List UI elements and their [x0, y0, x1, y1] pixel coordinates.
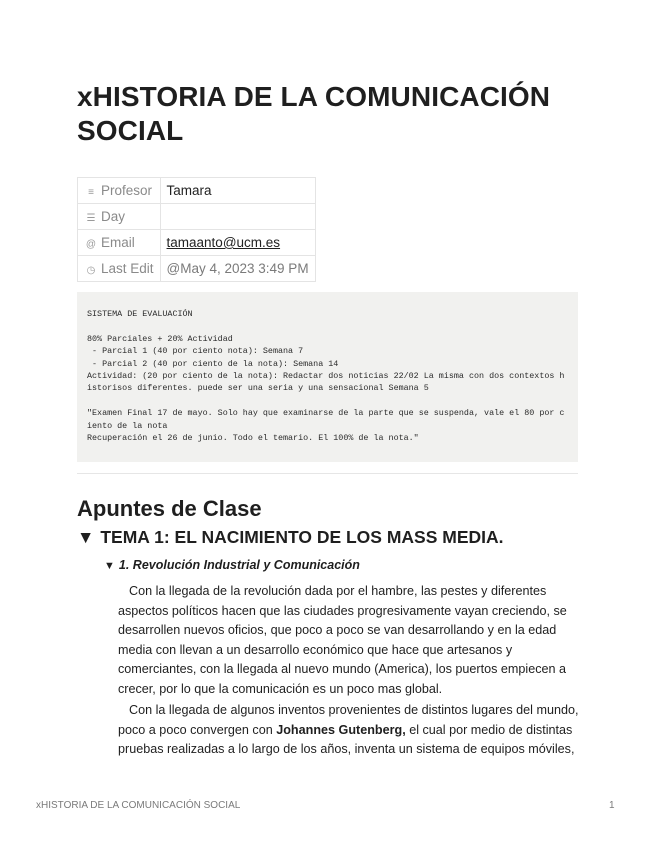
property-key: Day	[101, 209, 126, 224]
email-link[interactable]: tamaanto@ucm.es	[166, 235, 281, 250]
property-value[interactable]	[160, 204, 315, 230]
page-number: 1	[609, 800, 615, 811]
property-row-day	[78, 204, 316, 230]
section-heading: Apuntes de Clase	[77, 496, 262, 521]
property-row-email	[78, 230, 316, 256]
footer-title: xHISTORIA DE LA COMUNICACIÓN SOCIAL	[36, 800, 241, 811]
toggle-heading-topic[interactable]	[77, 527, 504, 548]
property-row-profesor	[78, 178, 316, 204]
topic-title: TEMA 1: EL NACIMIENTO DE LOS MASS MEDIA.	[100, 527, 504, 547]
text-lines-icon: ≡	[88, 187, 94, 198]
property-key: Last Edit	[101, 261, 154, 276]
property-key: Profesor	[101, 183, 153, 198]
divider	[77, 473, 578, 474]
clock-icon: ◷	[86, 265, 96, 276]
property-key: Email	[101, 235, 135, 250]
toggle-triangle-icon[interactable]: ▼	[77, 527, 95, 547]
property-value[interactable]: Tamara	[160, 178, 315, 204]
code-block[interactable]: SISTEMA DE EVALUACIÓN 80% Parciales + 20% Actividad - Parcial 1 (40 por ciento nota): Semana 7 - Parcial 2 (40 por ciento de la nota): Semana 14 Actividad: (20 por ciento de la nota): Redactar dos noticias 22/02 La misma con dos contextos historisos diferentes. puede ser una seria y una sensacional Semana 5 "Examen Final 17 de mayo. Solo hay que examinarse de la parte que se suspenda, vale el 80 por ciento de la nota Recuperación el 26 de junio. Todo el temario. El 100% de la nota."	[77, 292, 578, 462]
subtopic-title: 1. Revolución Industrial y Comunicación	[118, 558, 360, 572]
toggle-triangle-icon[interactable]: ▼	[104, 560, 115, 572]
page-title: xHISTORIA DE LA COMUNICACIÓN SOCIAL	[77, 81, 551, 146]
paragraph: Con la llegada de la revolución dada por el hambre, las pestes y diferentes aspectos políticos hacen que las ciudades progresivamente vayan creciendo, se desarrollen nuevos oficios, que poco a poco se van desarrollando y en la edad media con llevan a un desarrollo económico que hace que artesanos y comerciantes, con la llegada al nuevo mundo (America), los puertos empiecen a crecer, por lo que la comunicación es un poco mas global.	[118, 584, 567, 696]
list-icon: ☰	[86, 213, 96, 224]
property-row-last-edit	[78, 256, 316, 282]
property-value: @May 4, 2023 3:49 PM	[160, 256, 315, 282]
bold-name: Johannes Gutenberg,	[276, 722, 406, 737]
toggle-heading-subtopic[interactable]	[104, 558, 360, 572]
paragraph: Con la llegada de algunos inventos provenientes de distintos lugares del mundo, poco a poco convergen con Johannes Gutenberg, el cual por medio de distintas pruebas realizadas a lo largo de los años, inventa un sistema de equipos móviles,	[118, 703, 579, 757]
properties-table	[77, 177, 316, 282]
at-icon: @	[85, 239, 97, 250]
